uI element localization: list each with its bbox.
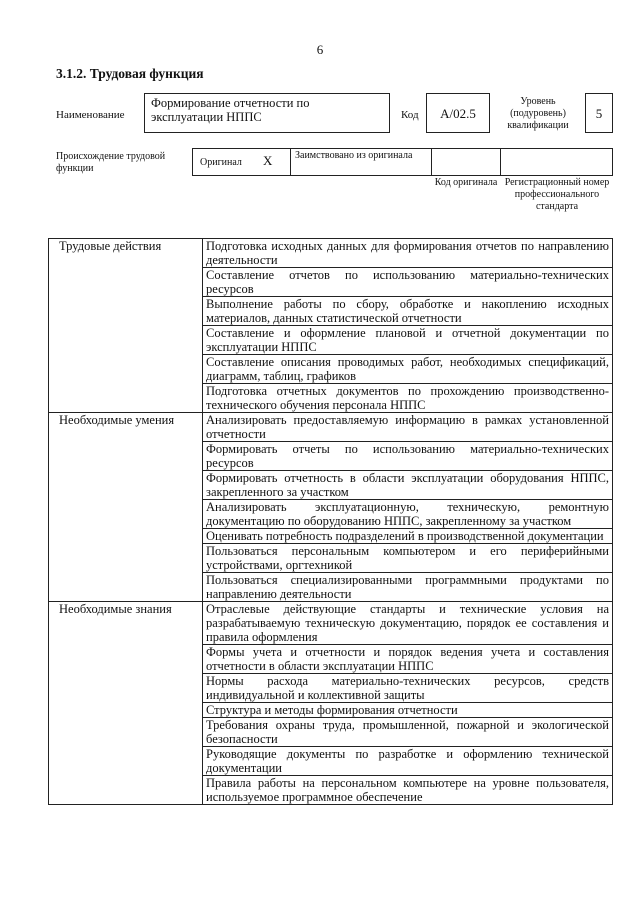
item-cell: Составление описания проводимых работ, необходимых спецификаций, диаграмм, таблиц, графиков [203,355,613,384]
function-table [48,238,613,805]
item-cell: Выполнение работы по сбору, обработке и накоплению исходных материалов, данных статистической отчетности [203,297,613,326]
page-number: 6 [316,42,324,57]
category-cell: Необходимые умения [49,413,203,602]
level-value: 5 [585,93,613,133]
item-cell: Подготовка отчетных документов по прохождению производственно-технического обучения персонала НППС [203,384,613,413]
item-cell: Оценивать потребность подразделений в производственной документации [203,529,613,544]
item-cell: Составление и оформление плановой и отчетной документации по эксплуатации НППС [203,326,613,355]
code-value: А/02.5 [426,93,490,133]
section-title: 3.1.2. Трудовая функция [56,66,204,81]
item-cell: Правила работы на персональном компьютере на уровне пользователя, используемое программное обеспечение [203,776,613,805]
item-cell: Подготовка исходных данных для формирования отчетов по направлению деятельности [203,239,613,268]
table-row [49,602,613,645]
item-cell: Отраслевые действующие стандарты и технические условия на разрабатываемую техническую документацию, порядок ее составления и правила оформления [203,602,613,645]
item-cell: Пользоваться специализированными программными продуктами по направлению деятельности [203,573,613,602]
table-row [49,239,613,268]
category-cell: Необходимые знания [49,602,203,805]
original-label: Оригинал [200,157,242,168]
item-cell: Руководящие документы по разработке и оформлению технической документации [203,747,613,776]
item-cell: Формы учета и отчетности и порядок ведения учета и составления отчетности в области эксплуатации НППС [203,645,613,674]
item-cell: Нормы расхода материально-технических ресурсов, средств индивидуальной и коллективной защиты [203,674,613,703]
origin-label: Происхождение трудовой функции [56,151,166,174]
item-cell: Составление отчетов по использованию материально-технических ресурсов [203,268,613,297]
item-cell: Анализировать предоставляемую информацию в рамках установленной отчетности [203,413,613,442]
item-cell: Требования охраны труда, промышленной, пожарной и экологической безопасности [203,718,613,747]
name-value-box [144,93,390,133]
item-cell: Анализировать эксплуатационную, техническую, ремонтную документацию по оборудованию НППС, закрепленному за участком [203,500,613,529]
table-row [49,413,613,442]
category-cell: Трудовые действия [49,239,203,413]
reg-number-label: Регистрационный номер профессионального стандарта [504,177,610,212]
level-label: Уровень (подуровень) квалификации [507,96,569,131]
borrowed-label: Заимствовано из оригинала [295,150,413,161]
name-label: Наименование [56,109,125,121]
item-cell: Формировать отчетность в области эксплуатации оборудования НППС, закрепленного за участком [203,471,613,500]
item-cell: Формировать отчеты по использованию материально-технических ресурсов [203,442,613,471]
original-mark: X [263,153,273,168]
name-value: Формирование отчетности по эксплуатации НППС [151,96,310,124]
item-cell: Структура и методы формирования отчетности [203,703,613,718]
item-cell: Пользоваться персональным компьютером и его периферийными устройствами, оргтехникой [203,544,613,573]
code-original-label: Код оригинала [434,177,498,188]
code-label: Код [401,109,419,121]
